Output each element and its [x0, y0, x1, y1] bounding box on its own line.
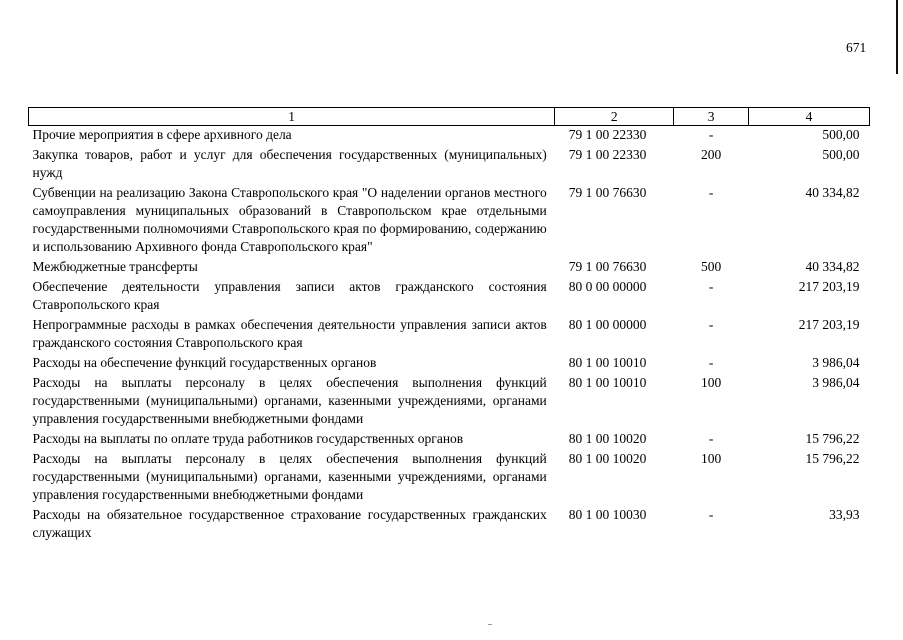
budget-table	[28, 107, 870, 544]
row-name: Прочие мероприятия в сфере архивного дела	[32, 127, 292, 142]
row-name: Расходы на обеспечение функций государственных органов	[32, 355, 377, 370]
row-code: 79 1 00 76630	[568, 185, 647, 200]
column-header-name: 1	[29, 108, 555, 126]
row-sum: 3 986,04	[812, 375, 860, 390]
column-header-type: 3	[674, 108, 749, 126]
table-row	[29, 146, 870, 184]
row-type: -	[708, 355, 714, 370]
row-sum: 3 986,04	[812, 355, 860, 370]
table-row	[29, 506, 870, 544]
row-type: -	[708, 279, 714, 294]
table-row	[29, 278, 870, 316]
row-type: 100	[701, 375, 722, 390]
row-name: Закупка товаров, работ и услуг для обеспечения государственных (муниципальных) нужд	[32, 147, 547, 180]
table-row	[29, 184, 870, 258]
row-sum: 15 796,22	[805, 431, 860, 446]
row-name: Обеспечение деятельности управления записи актов гражданского состояния Ставропольского края	[32, 279, 547, 312]
row-name: Расходы на обязательное государственное страхование государственных гражданских служащих	[32, 507, 547, 540]
scan-speck	[488, 624, 492, 625]
row-sum: 217 203,19	[798, 317, 860, 332]
row-code: 80 0 00 00000	[568, 279, 647, 294]
page-number: 671	[846, 40, 867, 55]
row-sum: 15 796,22	[805, 451, 860, 466]
row-name: Расходы на выплаты персоналу в целях обеспечения выполнения функций государственными (муниципальными) органами, казенными учреждениями, органами управления государственными внебюджетными фондами	[32, 375, 547, 426]
row-type: 100	[701, 451, 722, 466]
row-name: Субвенции на реализацию Закона Ставропольского края "О наделении органов местного самоуправления муниципальных образований в Ставропольском крае отдельными государственными полномочиями Ставропольского края по формированию, содержанию и использованию Архивного фонда Ставропольского края"	[32, 185, 547, 254]
table-row	[29, 354, 870, 374]
table-row	[29, 430, 870, 450]
row-sum: 40 334,82	[805, 259, 860, 274]
row-name: Межбюджетные трансферты	[32, 259, 198, 274]
row-sum: 217 203,19	[798, 279, 860, 294]
table-row	[29, 126, 870, 147]
row-type: 500	[701, 259, 722, 274]
table-row	[29, 258, 870, 278]
row-sum: 500,00	[822, 147, 860, 162]
row-name: Расходы на выплаты по оплате труда работников государственных органов	[32, 431, 464, 446]
row-code: 79 1 00 22330	[568, 147, 647, 162]
row-code: 80 1 00 10020	[568, 431, 647, 446]
row-name: Расходы на выплаты персоналу в целях обеспечения выполнения функций государственными (муниципальными) органами, казенными учреждениями, органами управления государственными внебюджетными фондами	[32, 451, 547, 502]
row-sum: 500,00	[822, 127, 860, 142]
row-code: 79 1 00 76630	[568, 259, 647, 274]
row-code: 79 1 00 22330	[568, 127, 647, 142]
column-header-sum: 4	[749, 108, 870, 126]
table-row	[29, 374, 870, 430]
row-sum: 33,93	[829, 507, 860, 522]
row-sum: 40 334,82	[805, 185, 860, 200]
row-code: 80 1 00 10020	[568, 451, 647, 466]
table-row	[29, 450, 870, 506]
row-code: 80 1 00 10030	[568, 507, 647, 522]
row-type: -	[708, 431, 714, 446]
row-type: -	[708, 507, 714, 522]
row-type: -	[708, 185, 714, 200]
column-header-code: 2	[555, 108, 674, 126]
row-code: 80 1 00 10010	[568, 355, 647, 370]
row-code: 80 1 00 10010	[568, 375, 647, 390]
row-code: 80 1 00 00000	[568, 317, 647, 332]
row-type: -	[708, 127, 714, 142]
page-edge-line	[896, 0, 898, 74]
table-row	[29, 316, 870, 354]
row-type: 200	[701, 147, 722, 162]
row-type: -	[708, 317, 714, 332]
row-name: Непрограммные расходы в рамках обеспечения деятельности управления записи актов гражданского состояния Ставропольского края	[32, 317, 547, 350]
table-header-row	[29, 108, 870, 126]
